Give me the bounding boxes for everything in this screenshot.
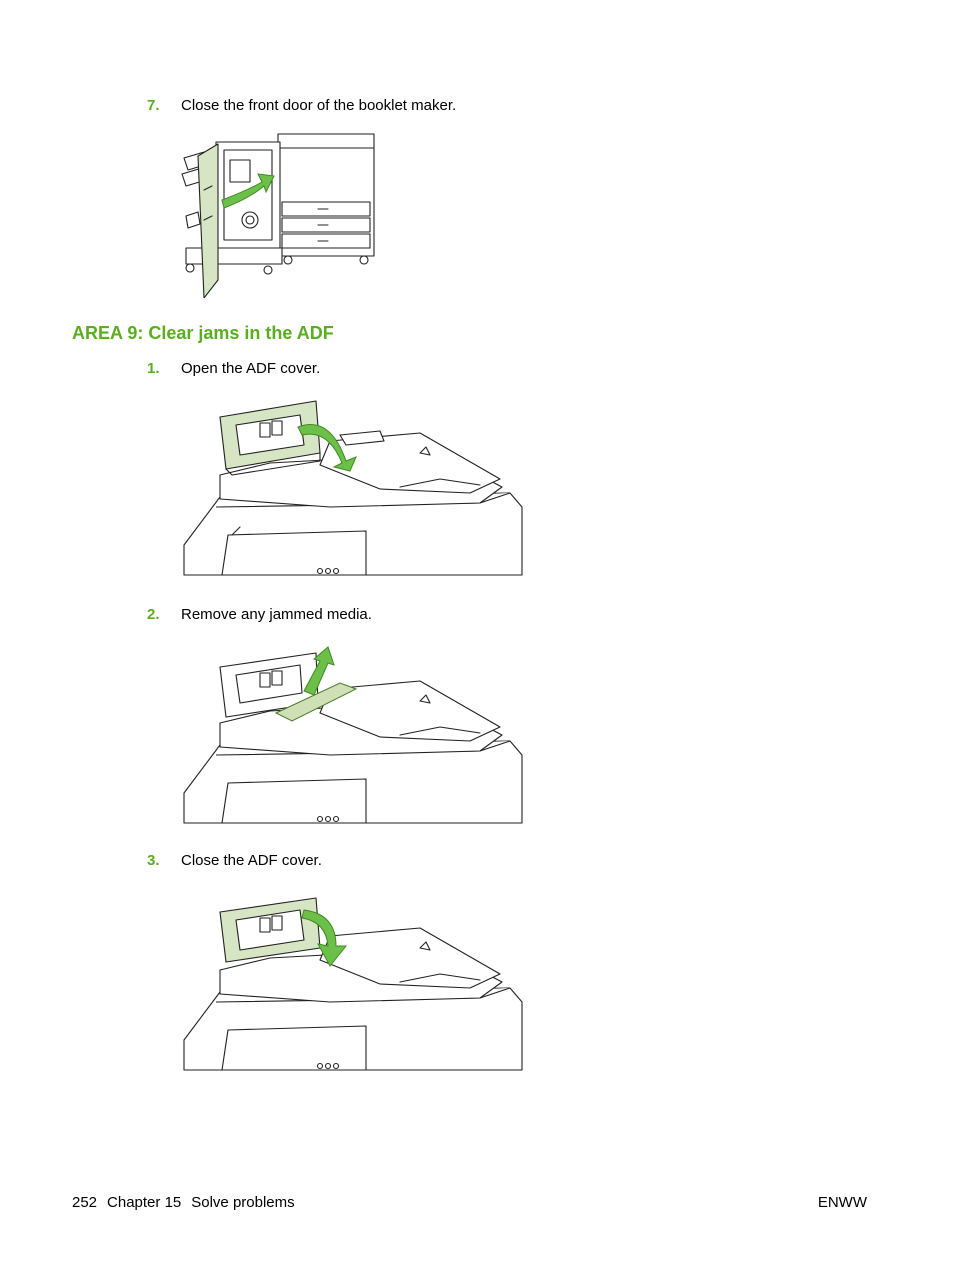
adf-remove-media-illustration	[180, 643, 525, 825]
step-7	[147, 97, 456, 115]
adf-open-illustration	[180, 395, 525, 577]
step-number: 7.	[147, 97, 160, 114]
step-1	[147, 360, 320, 378]
step-2	[147, 606, 372, 624]
adf-close-illustration	[180, 890, 525, 1072]
step-text: Remove any jammed media.	[181, 606, 372, 623]
chapter-label: Chapter 15	[107, 1194, 182, 1211]
section-heading: AREA 9: Clear jams in the ADF	[72, 323, 334, 343]
page-number: 252	[72, 1194, 98, 1211]
step-number: 1.	[147, 360, 160, 377]
booklet-maker-door-illustration	[178, 130, 378, 298]
step-3	[147, 852, 322, 870]
step-text: Close the front door of the booklet maker.	[181, 97, 457, 114]
step-text: Open the ADF cover.	[181, 360, 321, 377]
step-text: Close the ADF cover.	[181, 852, 322, 869]
chapter-title: Solve problems	[191, 1194, 295, 1211]
footer-left	[72, 1194, 305, 1212]
footer-right: ENWW	[817, 1194, 867, 1211]
step-number: 3.	[147, 852, 160, 869]
step-number: 2.	[147, 606, 160, 623]
